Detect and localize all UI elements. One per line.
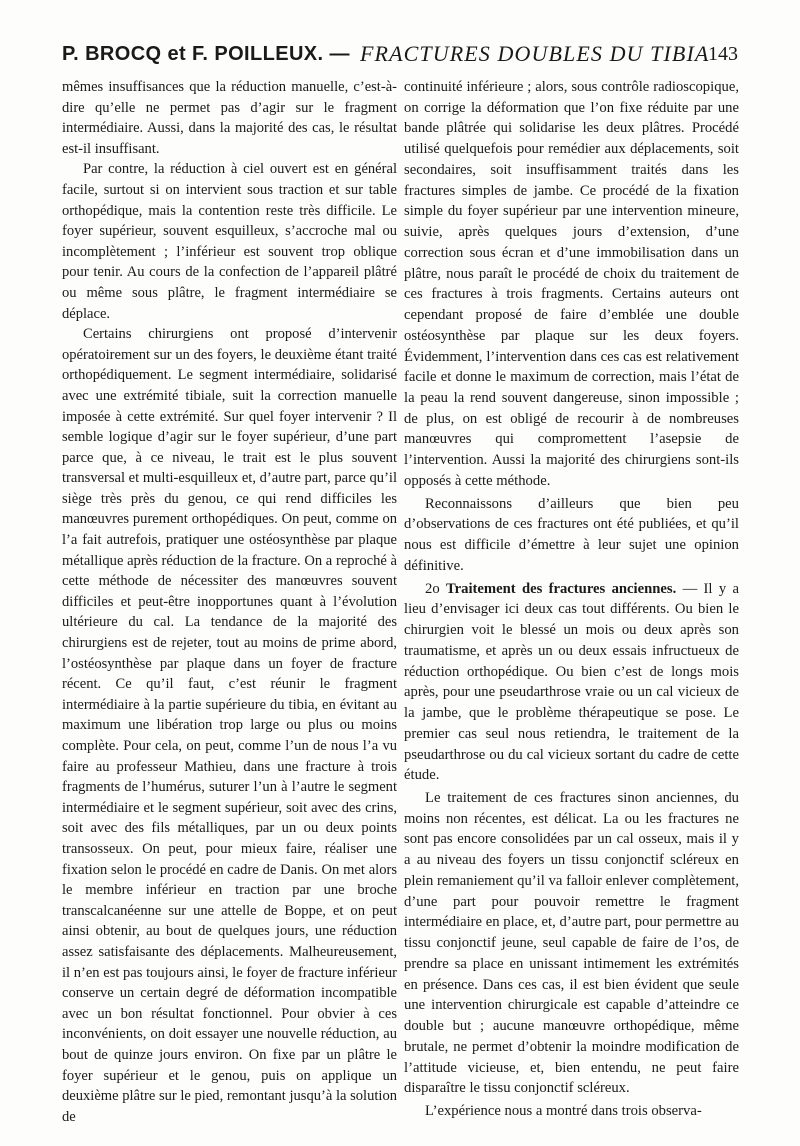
header-authors: P. BROCQ et F. POILLEUX. — <box>62 43 350 65</box>
paragraph: Par contre, la réduction à ciel ouvert est en général facile, surtout si on intervient sous traction et sur table orthopédique, mais la contention reste très difficile. Le foyer supérieur, souvent esquilleux, s’accroche mal ou incomplètement ; l’inférieur est souvent trop oblique pour tenir. Au cours de la confection de l’appareil plâtré ou même sous plâtre, le fragment intermédiaire se déplace. <box>62 161 397 322</box>
paragraph: L’expérience nous a montré dans trois observa- <box>425 1102 702 1119</box>
left-column <box>62 77 397 1127</box>
right-column <box>404 77 739 1122</box>
section-number: 2o <box>425 580 440 597</box>
paragraph: mêmes insuffisances que la réduction manuelle, c’est-à-dire qu’elle ne permet pas d’agir sur le fragment intermédiaire. Aussi, dans la majorité des cas, le résultat est-il insuffisant. <box>62 79 397 157</box>
section-heading: Traitement des fractures anciennes. <box>445 580 677 597</box>
header-title: FRACTURES DOUBLES DU TIBIA <box>360 41 710 66</box>
paragraph: Certains chirurgiens ont proposé d’intervenir opératoirement sur un des foyers, le deuxième étant traité orthopédiquement. Le segment intermédiaire, solidarisé avec une extrémité tibiale, suit la correction manuelle imposée à cette extrémité. Sur quel foyer intervenir ? Il semble logique d’agir sur le foyer supérieur, d’une part parce que, à ce niveau, le trait est le plus souvent transversal et multi-esquilleux et, d’autre part, parce qu’il siège très près du genou, ce qui rend difficiles les manœuvres purement orthopédiques. On peut, comme on l’a fait autrefois, pratiquer une ostéosynthèse par plaque métallique après réduction de la fracture. On a reproché à cette méthode de nécessiter des manœuvres souvent difficiles et peut-être inopportunes quant à l’évolution ultérieure du cal. La tendance de la majorité des chirurgiens est de rejeter, tout au moins de prime abord, l’ostéosynthèse par plaque dans un foyer de fracture récent. Ce qu’il faut, c’est réunir le fragment intermédiaire à la partie supérieure du tibia, en évitant au maximum une libération trop large ou plus ou moins complète. Pour cela, on peut, comme l’un de nous l’a vu faire au professeur Mathieu, dans une fracture à trois fragments de l’humérus, suturer l’un à l’autre le segment intermédiaire et le segment supérieur, soit avec des crins, soit avec des fils métalliques, par un ou deux points transosseux. On peut, pour mieux faire, réaliser une fixation selon le procédé en cadre de Danis. On met alors le membre inférieur en traction par une broche transcalcanéenne sur une attelle de Boppe, et on peut ainsi obtenir, au bout de quelques jours, une réduction assez satisfaisante des déplacements. Malheureusement, il n’en est pas toujours ainsi, le foyer de fracture inférieur conserve un certain degré de déformation incompatible avec un bon résultat fonctionnel. Pour obvier à ces inconvénients, on doit essayer une nouvelle réduction, au bout de quinze jours environ. On fixe par un plâtre le foyer supérieur et le genou, puis on applique un deuxième plâtre sur le pied, remontant jusqu’à la solution de <box>62 326 397 1125</box>
running-header <box>62 36 738 72</box>
section-paragraph <box>404 579 739 786</box>
section-dash: — <box>676 580 698 597</box>
paragraph: continuité inférieure ; alors, sous contrôle radioscopique, on corrige la déformation que l’on fixe réduite par une bande plâtrée qui solidarise les deux plâtres. Procédé utilisé quelquefois pour remédier aux déplacements, soit secondaires, soit insuffisamment traités dans les fractures simples de jambe. Ce procédé de la fixation simple du foyer supérieur par une intervention mineure, suivie, après quelques jours d’extension, d’une correction sous écran et d’une immobilisation dans un plâtre, nous paraît le procédé de choix du traitement de ces fractures à trois fragments. Certains auteurs ont cependant proposé de faire d’emblée une double ostéosynthèse par plaque sur les deux foyers. Évidemment, l’intervention dans ces cas est relativement facile et donne le maximum de correction, mais l’état de la peau la rend souvent dangereuse, sinon impossible ; de plus, on est obligé de recourir à de nombreuses manœuvres qui compromettent l’asepsie de l’intervention. Aussi la majorité des chirurgiens sont-ils opposés à cette méthode. <box>404 79 739 489</box>
paragraph: Reconnaissons d’ailleurs que bien peu d’observations de ces fractures ont été publiées, et qu’il nous est difficile d’émettre à leur sujet une opinion définitive. <box>404 495 739 574</box>
section-text: Il y a lieu d’envisager ici deux cas tout différents. Ou bien le chirurgien voit le blessé un mois ou deux après son traumatisme, et après un ou deux essais infructueux de réduction orthopédique. Ou bien c’est de longs mois après, pour une pseudarthrose vraie ou un cal vicieux de la jambe, que le problème thérapeutique se pose. Le premier cas seul nous retiendra, le traitement de la pseudarthrose ou du cal vicieux sortant du cadre de cette étude. <box>404 580 739 784</box>
page-number: 143 <box>708 43 738 65</box>
paragraph: Le traitement de ces fractures sinon anciennes, du moins non récentes, est délicat. La ou les fractures ne sont pas encore consolidées par un cal osseux, mais il y a au niveau des foyers un tissu conjonctif scléreux en plein remaniement qu’il va falloir enlever complètement, d’une part pour pouvoir remettre le fragment intermédiaire en place, et, d’autre part, pour permettre au tissu conjonctif jeune, seul capable de faire de l’os, de prendre sa place en unissant intimement les extrémités en présence. Dans ces cas, il est bien évident que seule une intervention chirurgicale est capable d’atteindre ce double but ; aucune manœuvre orthopédique, même brutale, ne permet d’obtenir la moindre modification de l’attitude vicieuse, et, bien entendu, ne peut faire disparaître le tissu conjonctif scléreux. <box>404 789 739 1097</box>
